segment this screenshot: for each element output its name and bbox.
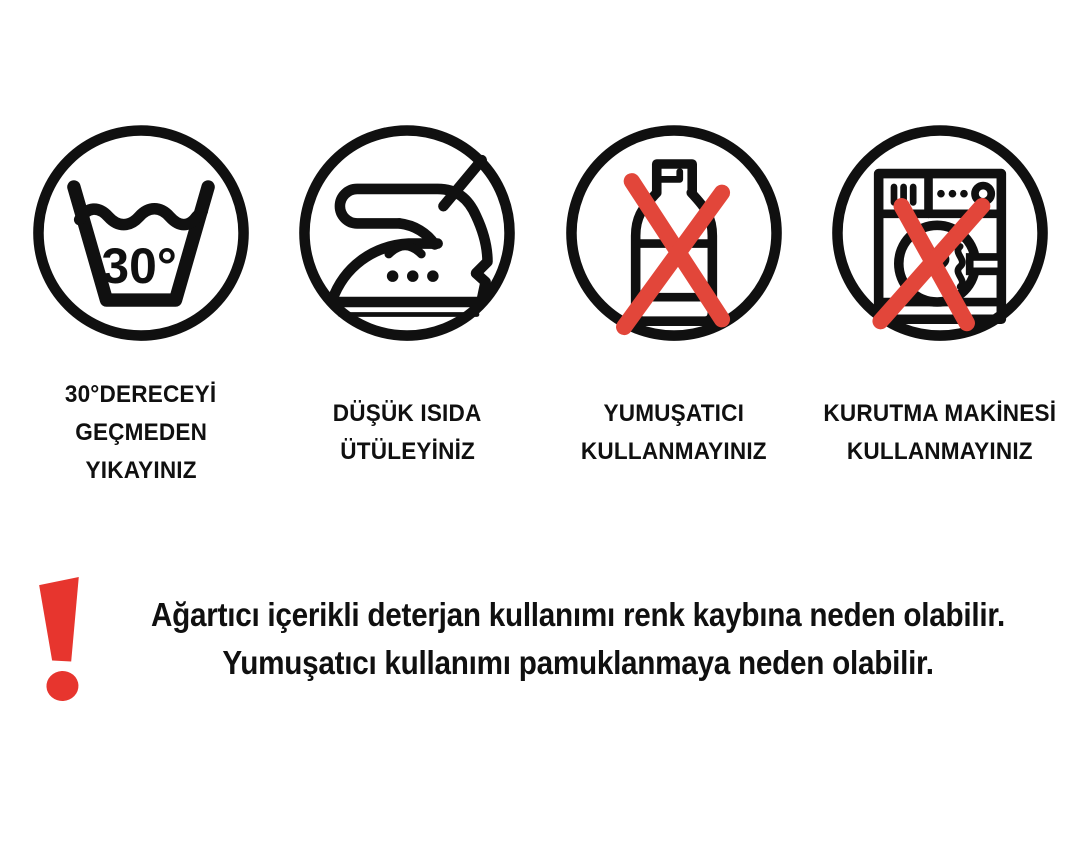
exclamation-dot: [46, 670, 80, 702]
care-item-label: [60, 370, 221, 496]
label-line: ÜTÜLEYİNİZ: [339, 438, 475, 465]
care-item-iron-low: [283, 118, 531, 496]
iron-steam-dial: [389, 246, 422, 254]
care-item-label: [328, 370, 486, 496]
warning-section: [0, 576, 1080, 702]
label-line: GEÇMEDEN: [75, 419, 207, 446]
label-line: YIKAYINIZ: [85, 457, 197, 484]
exclamation-bar: [39, 577, 83, 663]
warning-line: Ağartıcı içerikli deterjan kullanımı renk kaybına neden olabilir.: [151, 596, 1005, 633]
label-line: YUMUŞATICI: [603, 400, 744, 427]
no-softener-icon: [559, 118, 789, 348]
wash-30-icon: [26, 118, 256, 348]
no-dryer-icon: [825, 118, 1055, 348]
label-line: DÜŞÜK ISIDA: [332, 400, 482, 427]
dryer-panel-dots: [937, 190, 968, 198]
label-line: KULLANMAYINIZ: [580, 438, 767, 465]
water-wave: [80, 209, 203, 225]
care-item-wash-30: [17, 118, 265, 496]
label-line: KULLANMAYINIZ: [847, 438, 1033, 465]
care-item-no-softener: [550, 118, 798, 496]
exclamation-icon: [30, 576, 92, 702]
wash-temperature-label: 30°: [101, 237, 177, 294]
care-item-label: [816, 370, 1064, 496]
warning-text: [92, 591, 1054, 687]
warning-line: Yumuşatıcı kullanımı pamuklanmaya neden olabilir.: [222, 644, 934, 681]
label-line: KURUTMA MAKİNESİ: [823, 400, 1057, 427]
dryer-handle: [970, 257, 1002, 271]
iron-steam-dots: [387, 270, 439, 282]
iron-icon: [292, 118, 522, 348]
label-line: 30°DERECEYİ: [65, 381, 217, 408]
heat-squiggle-right: [958, 246, 962, 286]
care-item-label: [575, 370, 773, 496]
care-item-no-dryer: [816, 118, 1064, 496]
bottle-cap-line: [658, 172, 679, 180]
